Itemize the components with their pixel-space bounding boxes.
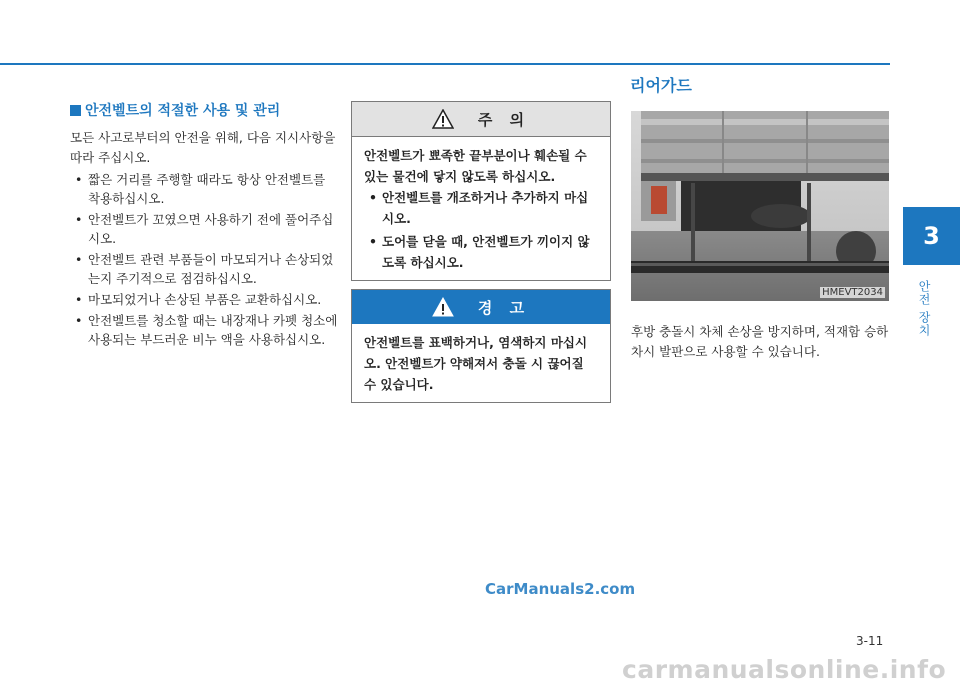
list-item: • 도어를 닫을 때, 안전벨트가 끼이지 않도록 하십시오. <box>364 231 600 273</box>
footer-site-watermark: carmanualsonline.info <box>622 655 947 684</box>
caution-header <box>352 102 610 137</box>
truck-rear-guard-image <box>631 111 889 301</box>
warning-body <box>352 324 610 401</box>
chapter-title: 안전 장치 <box>917 280 931 337</box>
rear-guard-title: 리어가드 <box>630 76 692 95</box>
page-number: 3-11 <box>856 634 884 648</box>
warning-box <box>351 289 611 403</box>
warning-triangle-icon <box>432 297 454 317</box>
section-title <box>70 100 340 120</box>
caution-box <box>351 101 611 281</box>
image-code: HMEVT2034 <box>822 287 883 298</box>
square-bullet-icon <box>70 105 81 116</box>
warning-header <box>352 290 610 324</box>
top-rule <box>0 63 890 65</box>
warning-triangle-icon <box>432 109 454 129</box>
caution-bullet-list <box>364 187 600 273</box>
caution-body <box>352 137 610 281</box>
care-bullet-list <box>70 170 340 349</box>
caution-header-text: 주 의 <box>477 110 531 129</box>
warning-header-text: 경 고 <box>477 298 531 317</box>
rear-guard-text: 후방 충돌시 차체 손상을 방지하며, 적재함 승하차시 발판으로 사용할 수 있습니다. <box>631 324 889 359</box>
section-intro: 모든 사고로부터의 안전을 위해, 다음 지시사항을 따라 주십시오. <box>70 130 336 165</box>
section-title-text: 안전벨트의 적절한 사용 및 관리 <box>85 103 281 119</box>
watermark-link[interactable]: CarManuals2.com <box>485 580 636 598</box>
seatbelt-care-section <box>70 100 340 351</box>
list-item: • 안전벨트 관련 부품들이 마모되거나 손상되었는지 주기적으로 점검하십시오. <box>70 250 340 288</box>
chapter-tab[interactable] <box>903 207 960 265</box>
list-item: • 안전벨트를 청소할 때는 내장재나 카펫 청소에 사용되는 부드러운 비누 액을 사용하십시오. <box>70 311 340 349</box>
list-item: • 짧은 거리를 주행할 때라도 항상 안전벨트를 착용하십시오. <box>70 170 340 208</box>
warning-text: 안전벨트를 표백하거나, 염색하지 마십시오. 안전벨트가 약해져서 충돌 시 끊어질 수 있습니다. <box>364 335 588 392</box>
caution-text: 안전벨트가 뾰족한 끝부분이나 훼손될 수 있는 물건에 닿지 않도록 하십시오. <box>364 148 587 184</box>
list-item: • 안전벨트가 꼬였으면 사용하기 전에 풀어주십시오. <box>70 210 340 248</box>
chapter-number: 3 <box>923 222 940 250</box>
list-item: • 마모되었거나 손상된 부품은 교환하십시오. <box>70 290 340 309</box>
rear-guard-photo <box>631 111 889 301</box>
list-item: • 안전벨트를 개조하거나 추가하지 마십시오. <box>364 187 600 229</box>
